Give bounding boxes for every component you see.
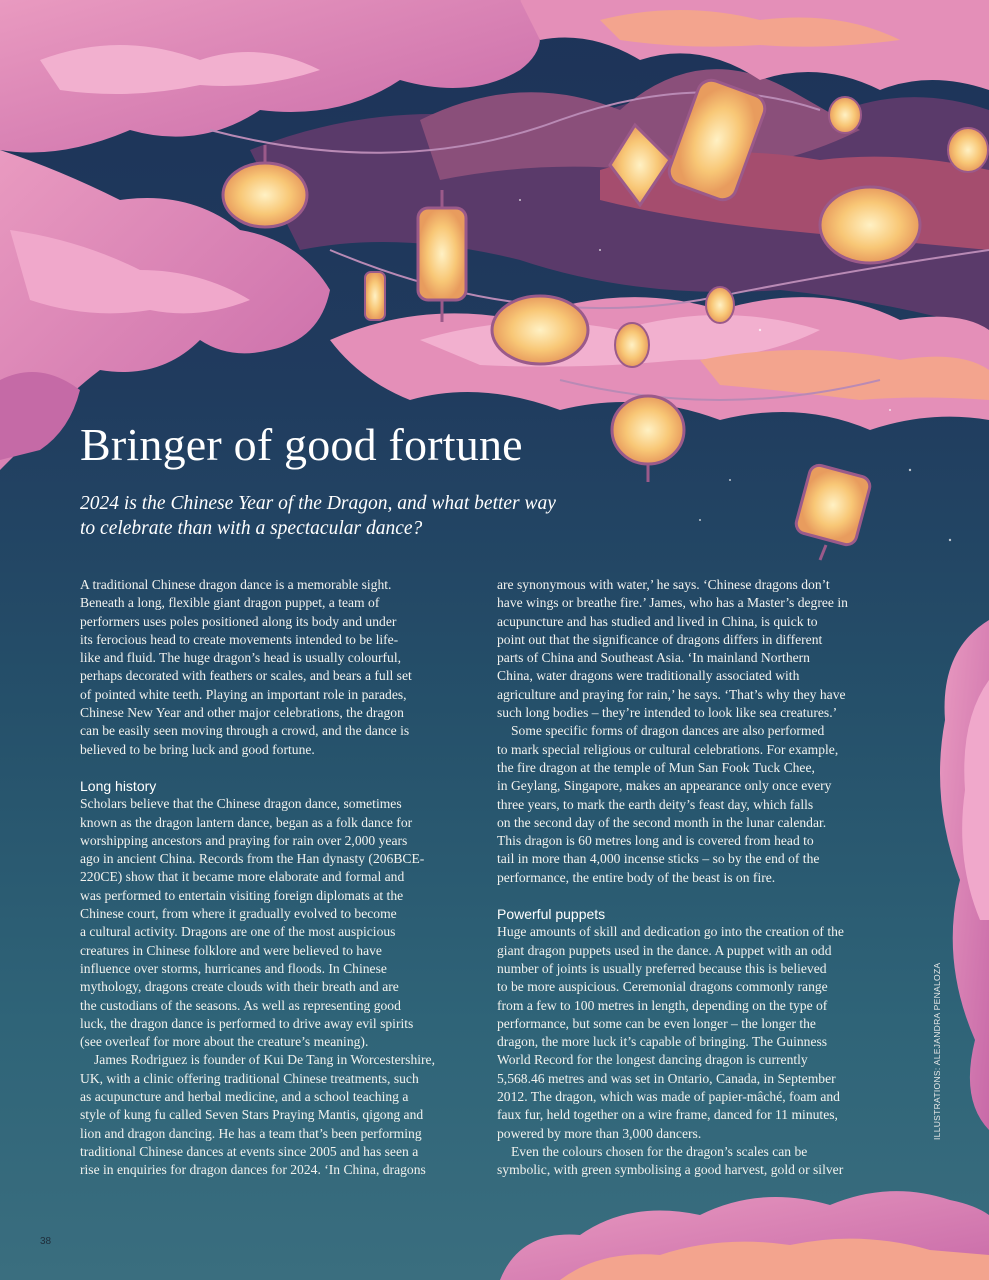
text-line: Chinese New Year and other major celebrations, the dragon <box>80 705 404 721</box>
text-line: traditional Chinese dances at events since 2005 and has seen a <box>80 1143 419 1159</box>
text-line: dragon, the more luck it’s capable of bringing. The Guinness <box>497 1034 828 1050</box>
lantern-small-4 <box>706 287 734 323</box>
text-line: from a few to 100 metres in length, depending on the type of <box>497 997 828 1013</box>
standfirst-line-2: to celebrate than with a spectacular dance? <box>80 518 423 539</box>
illustration-credit: ILLUSTRATIONS: ALEJANDRA PENALOZA <box>932 962 942 1140</box>
text-line: to mark special religious or cultural celebrations. For example, <box>497 741 839 757</box>
text-line: perhaps decorated with feathers or scales, and bears a full set <box>80 668 412 684</box>
left-column <box>80 576 476 1180</box>
text-line: like and fluid. The huge dragon’s head is usually colourful, <box>80 650 402 666</box>
text-line: was performed to entertain visiting foreign diplomats at the <box>80 887 404 903</box>
text-line: mythology, dragons create clouds with their breath and are <box>80 979 399 995</box>
text-line: known as the dragon lantern dance, began as a folk dance for <box>80 814 413 830</box>
article-standfirst <box>80 491 640 541</box>
text-line: such long bodies – they’re intended to look like sea creatures.’ <box>497 705 838 721</box>
text-line: Some specific forms of dragon dances are also performed <box>511 723 825 739</box>
text-line: the custodians of the seasons. As well as representing good <box>80 997 401 1013</box>
text-line: as acupuncture and herbal medicine, and a school teaching a <box>80 1089 409 1105</box>
text-line: Chinese court, from where it gradually evolved to become <box>80 906 397 922</box>
text-line: lion and dragon dancing. He has a team that’s been performing <box>80 1125 422 1141</box>
text-line: rise in enquiries for dragon dances for 2024. ‘In China, dragons <box>80 1162 426 1178</box>
text-line: to be more auspicious. Ceremonial dragons commonly range <box>497 979 828 995</box>
text-line: luck, the dragon dance is performed to drive away evil spirits <box>80 1015 414 1031</box>
rodriguez-paragraph <box>80 1051 476 1179</box>
lantern-small-1 <box>829 97 861 133</box>
text-line: A traditional Chinese dragon dance is a memorable sight. <box>80 577 392 592</box>
page-number: 38 <box>40 1236 52 1247</box>
text-line: UK, with a clinic offering traditional Chinese treatments, such <box>80 1070 419 1086</box>
text-line: performers uses poles positioned along its body and under <box>80 613 397 629</box>
lantern-cylinder-4 <box>794 463 872 560</box>
lantern-cylinder-1 <box>418 190 466 322</box>
text-line: on the second day of the second month in the lunar calendar. <box>497 814 827 830</box>
lantern-small-3 <box>615 323 649 367</box>
text-line: in Geylang, Singapore, makes an appearance only once every <box>497 778 832 794</box>
text-line: have wings or breathe fire.’ James, who has a Master’s degree in <box>497 595 848 611</box>
text-line: Scholars believe that the Chinese dragon dance, sometimes <box>80 796 402 812</box>
text-line: the fire dragon at the temple of Mun San Fook Tuck Chee, <box>497 759 815 775</box>
text-line: acupuncture and has studied and lived in China, is quick to <box>497 613 818 629</box>
text-line: performance, the entire body of the beast is on fire. <box>497 869 776 885</box>
text-line: point out that the significance of dragons differs in different <box>497 631 823 647</box>
history-paragraph <box>80 795 476 1051</box>
text-line: Beneath a long, flexible giant dragon puppet, a team of <box>80 595 380 611</box>
text-line: giant dragon puppets used in the dance. A puppet with an odd <box>497 942 832 958</box>
text-line: 2012. The dragon, which was made of papier-mâché, foam and <box>497 1089 840 1105</box>
text-line: Huge amounts of skill and dedication go into the creation of the <box>497 924 844 940</box>
intro-paragraph <box>80 576 476 759</box>
text-line: its ferocious head to create movements intended to be life- <box>80 631 399 647</box>
forms-paragraph <box>497 722 893 887</box>
article-title: Bringer of good fortune <box>80 419 523 470</box>
text-line: World Record for the longest dancing dragon is currently <box>497 1052 808 1068</box>
text-line: faux fur, held together on a wire frame, danced for 11 minutes, <box>497 1107 838 1123</box>
colours-paragraph <box>497 1143 893 1180</box>
text-line: influence over storms, hurricanes and floods. In Chinese <box>80 960 387 976</box>
text-line: worshipping ancestors and praying for rain over 2,000 years <box>80 832 408 848</box>
text-line: symbolic, with green symbolising a good harvest, gold or silver <box>497 1162 844 1178</box>
text-line: powered by more than 3,000 dancers. <box>497 1125 702 1141</box>
text-line: 5,568.46 metres and was set in Ontario, Canada, in September <box>497 1070 836 1086</box>
text-line: Even the colours chosen for the dragon’s scales can be <box>511 1143 808 1159</box>
continued-paragraph <box>497 576 893 722</box>
text-line: 220CE) show that it became more elaborate and formal and <box>80 869 405 885</box>
text-line: ago in ancient China. Records from the Han dynasty (206BCE- <box>80 851 425 867</box>
text-line: performance, but some can be even longer – the longer the <box>497 1015 816 1031</box>
text-line: creatures in Chinese folklore and were believed to have <box>80 942 382 958</box>
lantern-round-2 <box>820 187 920 263</box>
text-line: are synonymous with water,’ he says. ‘Chinese dragons don’t <box>497 577 830 592</box>
text-line: parts of China and Southeast Asia. ‘In mainland Northern <box>497 650 810 666</box>
lantern-round-3 <box>612 396 684 482</box>
text-line: agriculture and praying for rain,’ he says. ‘That’s why they have <box>497 686 846 702</box>
standfirst-line-1: 2024 is the Chinese Year of the Dragon, and what better way <box>80 493 556 514</box>
text-line: style of kung fu called Seven Stars Praying Mantis, qigong and <box>80 1107 424 1123</box>
text-line: of pointed white teeth. Playing an important role in parades, <box>80 686 407 702</box>
heading-powerful-puppets: Powerful puppets <box>497 906 606 923</box>
text-line: China, water dragons were traditionally associated with <box>497 668 800 684</box>
text-line: believed to be bring luck and good fortune. <box>80 741 315 757</box>
puppets-paragraph <box>497 923 893 1143</box>
text-line: a cultural activity. Dragons are one of the most auspicious <box>80 924 396 940</box>
lantern-oval-1 <box>492 296 588 364</box>
text-line: James Rodriguez is founder of Kui De Tang in Worcestershire, <box>94 1052 435 1068</box>
lantern-small-2 <box>948 128 988 172</box>
text-line: three years, to mark the earth deity’s feast day, which falls <box>497 796 814 812</box>
cloud-left-lower <box>0 372 80 460</box>
heading-long-history: Long history <box>80 777 157 794</box>
text-line: This dragon is 60 metres long and is covered from head to <box>497 833 814 849</box>
text-line: tail in more than 4,000 incense sticks – so by the end of the <box>497 851 820 867</box>
text-line: number of joints is usually preferred because this is believed <box>497 960 827 976</box>
lantern-cylinder-2 <box>365 272 385 320</box>
text-line: (see overleaf for more about the creature’s meaning). <box>80 1034 369 1050</box>
text-line: can be easily seen moving through a crowd, and the dance is <box>80 723 410 739</box>
right-column <box>497 576 893 1180</box>
